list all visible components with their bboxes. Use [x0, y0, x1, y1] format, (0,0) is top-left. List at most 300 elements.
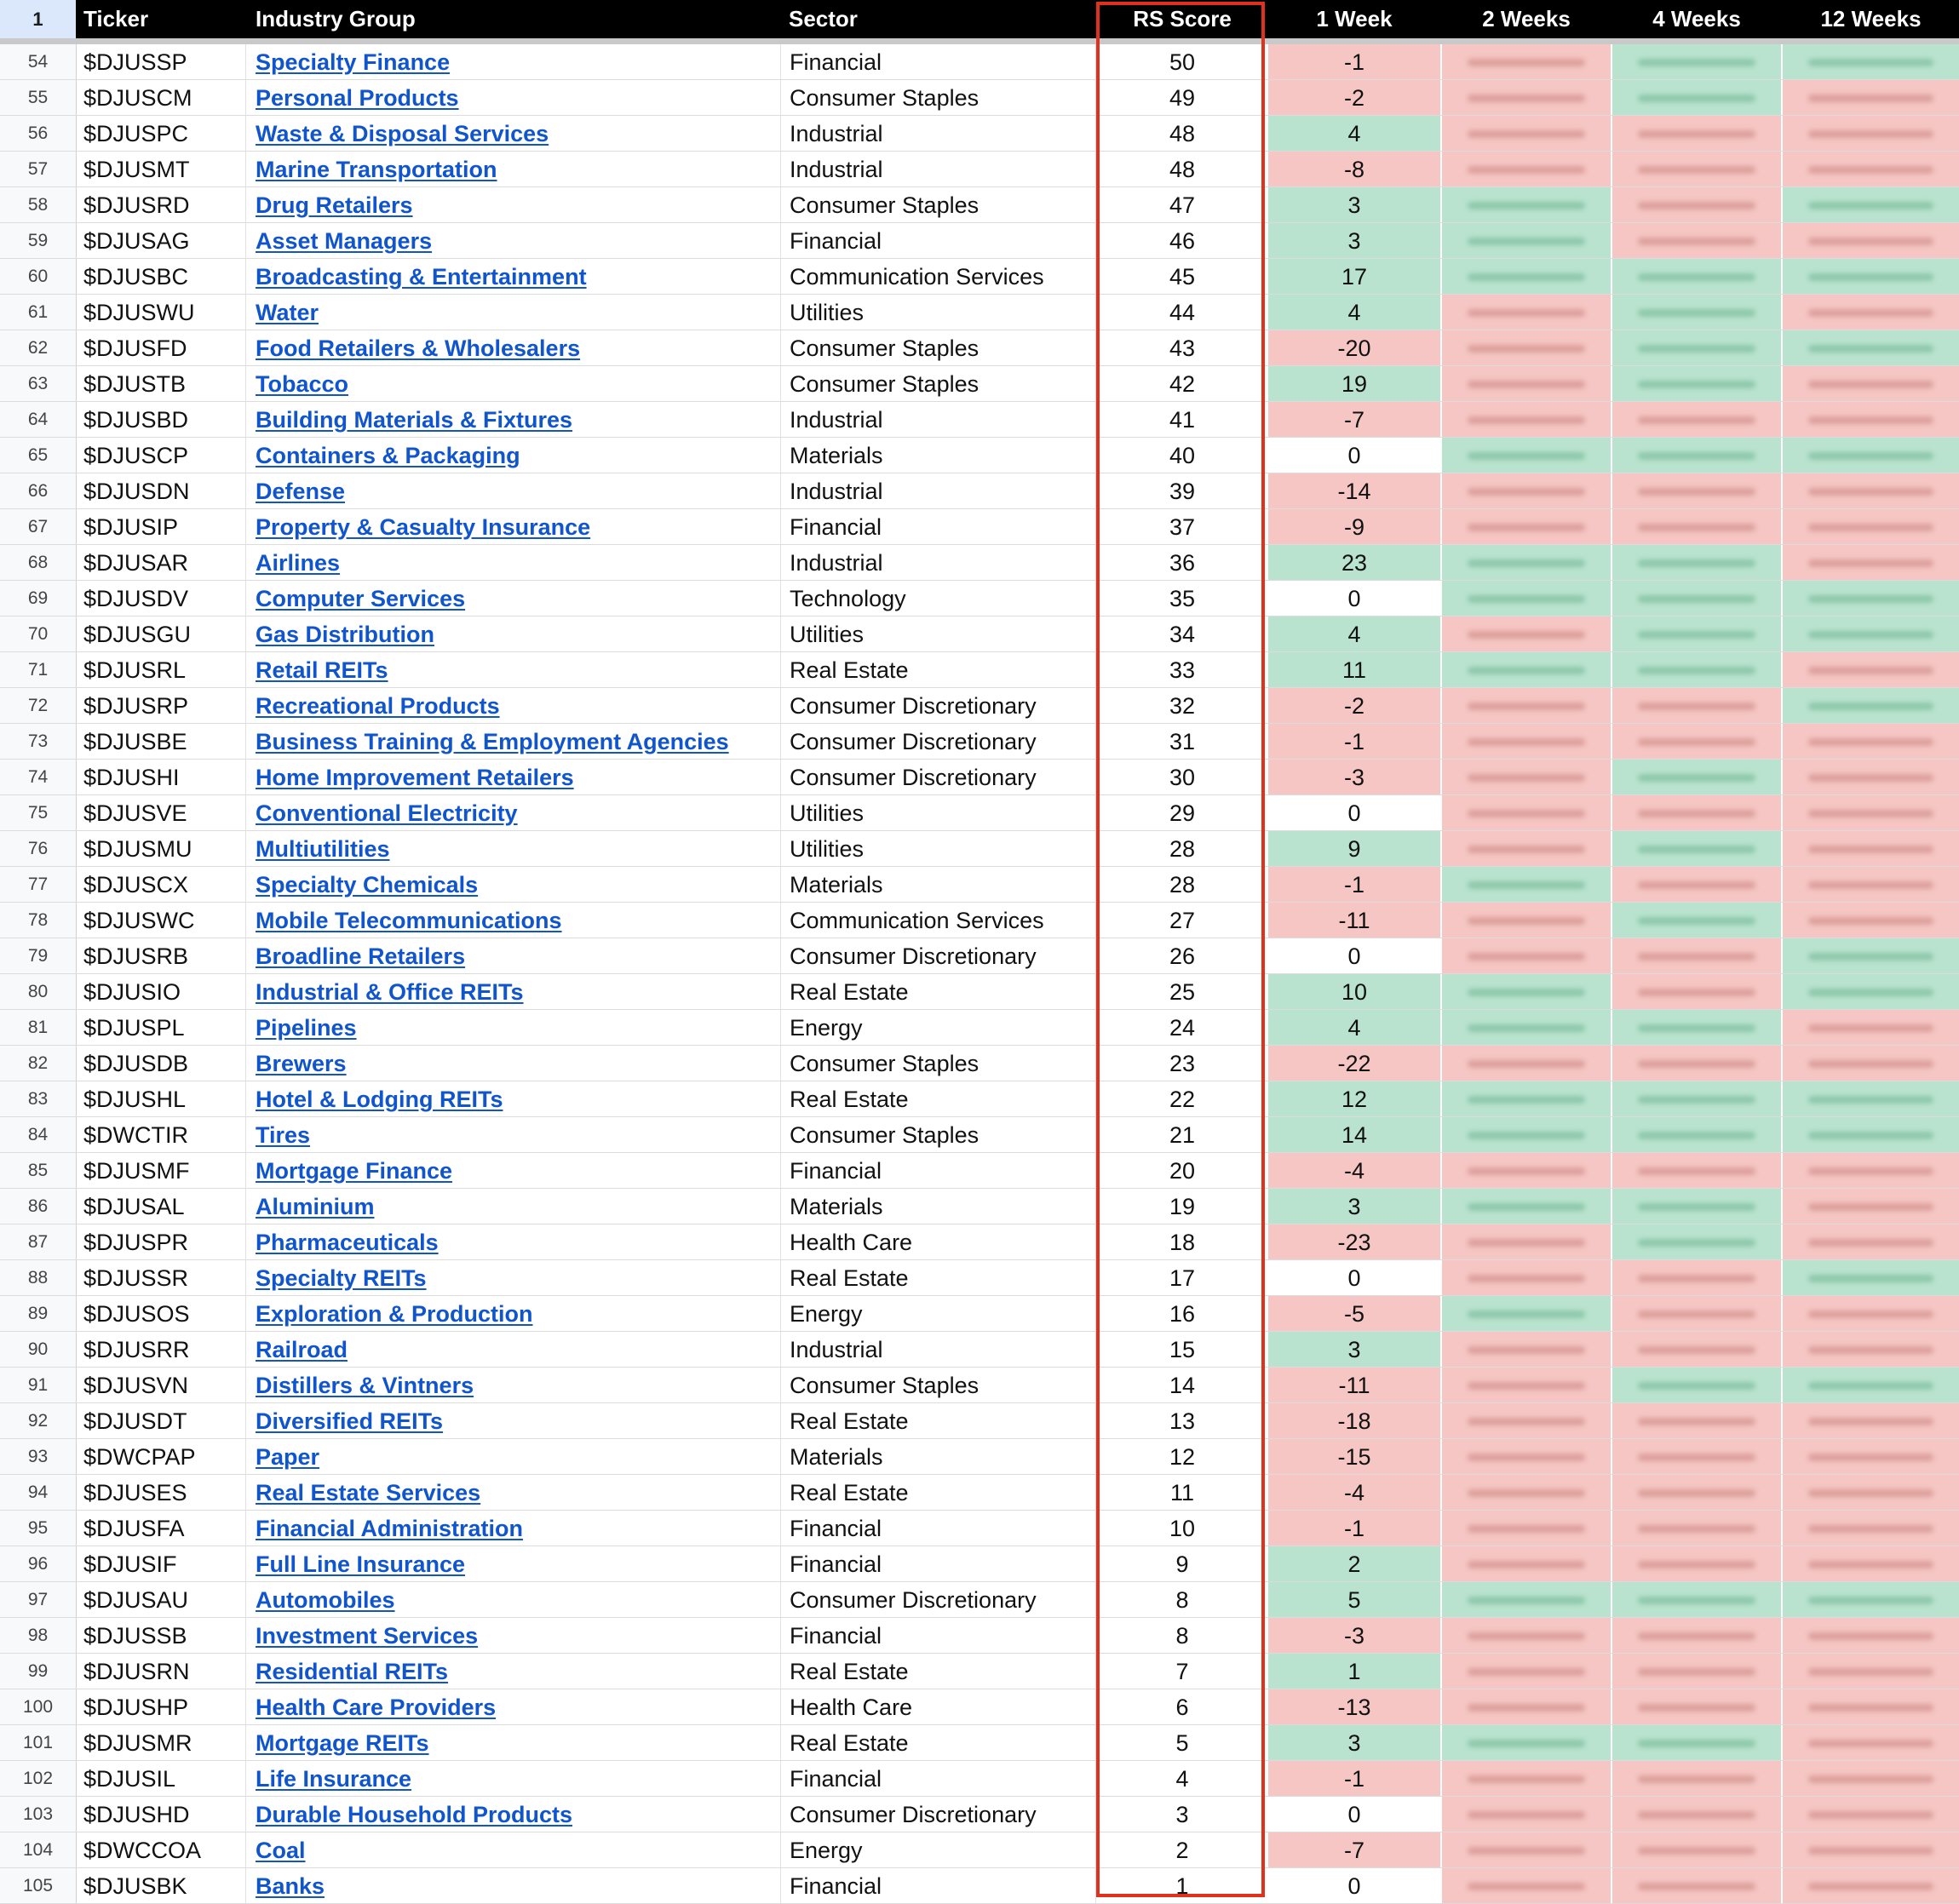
header-12-weeks[interactable]: 12 Weeks: [1820, 6, 1922, 32]
week12-change-cell-blurred[interactable]: [1783, 1260, 1959, 1295]
ticker-cell[interactable]: $DJUSFD: [78, 330, 246, 365]
industry-group-link[interactable]: Industrial & Office REITs: [256, 979, 524, 1005]
week1-change-cell[interactable]: 5: [1268, 1582, 1440, 1617]
sector-cell[interactable]: Energy: [783, 1296, 1096, 1331]
week12-change-cell-blurred[interactable]: [1783, 1832, 1959, 1867]
ticker-cell[interactable]: $DJUSWU: [78, 295, 246, 330]
rs-score-cell[interactable]: 8: [1175, 1587, 1189, 1613]
week4-change-cell-blurred[interactable]: [1612, 1368, 1781, 1402]
week1-change-cell[interactable]: 4: [1268, 116, 1440, 151]
rs-score-cell[interactable]: 29: [1169, 800, 1196, 826]
ticker-cell[interactable]: $DJUSDT: [78, 1403, 246, 1438]
week1-change-cell[interactable]: -13: [1268, 1689, 1440, 1724]
week2-change-cell-blurred[interactable]: [1442, 1618, 1611, 1653]
week12-change-cell-blurred[interactable]: [1783, 80, 1959, 115]
industry-group-cell[interactable]: [248, 1117, 781, 1152]
week1-change-cell[interactable]: 3: [1268, 1189, 1440, 1224]
industry-group-link[interactable]: Drug Retailers: [256, 192, 413, 218]
week2-change-cell-blurred[interactable]: [1442, 1868, 1611, 1903]
ticker-cell[interactable]: $DJUSDB: [78, 1046, 246, 1081]
week2-change-cell-blurred[interactable]: [1442, 617, 1611, 651]
industry-group-link[interactable]: Specialty Chemicals: [256, 872, 479, 898]
industry-group-cell[interactable]: [248, 402, 781, 437]
week1-change-cell[interactable]: 17: [1268, 259, 1440, 294]
row-number[interactable]: 103: [0, 1797, 77, 1832]
ticker-cell[interactable]: $DJUSTB: [78, 366, 246, 401]
row-number[interactable]: 54: [0, 44, 77, 79]
week4-change-cell-blurred[interactable]: [1612, 795, 1781, 830]
week12-change-cell-blurred[interactable]: [1783, 617, 1959, 651]
sector-cell[interactable]: Industrial: [783, 545, 1096, 580]
sector-cell[interactable]: Materials: [783, 438, 1096, 473]
industry-group-cell[interactable]: [248, 473, 781, 508]
week2-change-cell-blurred[interactable]: [1442, 1475, 1611, 1510]
industry-group-cell[interactable]: [248, 1403, 781, 1438]
week4-change-cell-blurred[interactable]: [1612, 1189, 1781, 1224]
row-number[interactable]: 73: [0, 724, 77, 759]
week1-change-cell[interactable]: 0: [1268, 938, 1440, 973]
row-number[interactable]: 78: [0, 903, 77, 938]
week1-change-cell[interactable]: 0: [1268, 795, 1440, 830]
ticker-cell[interactable]: $DJUSHL: [78, 1081, 246, 1116]
week12-change-cell-blurred[interactable]: [1783, 760, 1959, 794]
week12-change-cell-blurred[interactable]: [1783, 1761, 1959, 1796]
industry-group-cell[interactable]: [248, 831, 781, 866]
ticker-cell[interactable]: $DJUSBK: [78, 1868, 246, 1903]
industry-group-link[interactable]: Distillers & Vintners: [256, 1373, 474, 1398]
sector-cell[interactable]: Financial: [783, 44, 1096, 79]
week12-change-cell-blurred[interactable]: [1783, 581, 1959, 616]
industry-group-link[interactable]: Personal Products: [256, 85, 459, 111]
industry-group-cell[interactable]: [248, 795, 781, 830]
week4-change-cell-blurred[interactable]: [1612, 1403, 1781, 1438]
industry-group-link[interactable]: Coal: [256, 1838, 306, 1863]
row-number[interactable]: 63: [0, 366, 77, 401]
week2-change-cell-blurred[interactable]: [1442, 223, 1611, 258]
industry-group-cell[interactable]: [248, 867, 781, 902]
industry-group-cell[interactable]: [248, 330, 781, 365]
week12-change-cell-blurred[interactable]: [1783, 116, 1959, 151]
week2-change-cell-blurred[interactable]: [1442, 1046, 1611, 1081]
sector-cell[interactable]: Industrial: [783, 152, 1096, 186]
week12-change-cell-blurred[interactable]: [1783, 903, 1959, 938]
week4-change-cell-blurred[interactable]: [1612, 581, 1781, 616]
industry-group-link[interactable]: Airlines: [256, 550, 341, 576]
row-number[interactable]: 82: [0, 1046, 77, 1081]
week2-change-cell-blurred[interactable]: [1442, 652, 1611, 687]
ticker-cell[interactable]: $DJUSHI: [78, 760, 246, 794]
industry-group-cell[interactable]: [248, 760, 781, 794]
week1-change-cell[interactable]: -7: [1268, 402, 1440, 437]
row-number[interactable]: 74: [0, 760, 77, 794]
industry-group-link[interactable]: Diversified REITs: [256, 1408, 444, 1434]
week2-change-cell-blurred[interactable]: [1442, 1189, 1611, 1224]
rs-score-cell[interactable]: 16: [1169, 1301, 1196, 1327]
ticker-cell[interactable]: $DJUSPR: [78, 1224, 246, 1259]
week2-change-cell-blurred[interactable]: [1442, 831, 1611, 866]
industry-group-cell[interactable]: [248, 688, 781, 723]
week2-change-cell-blurred[interactable]: [1442, 581, 1611, 616]
week4-change-cell-blurred[interactable]: [1612, 760, 1781, 794]
sector-cell[interactable]: Consumer Discretionary: [783, 724, 1096, 759]
header-1-week[interactable]: 1 Week: [1316, 6, 1393, 32]
rs-score-cell[interactable]: 34: [1169, 622, 1196, 647]
industry-group-cell[interactable]: [248, 1832, 781, 1867]
week2-change-cell-blurred[interactable]: [1442, 1117, 1611, 1152]
rs-score-cell[interactable]: 45: [1169, 264, 1196, 290]
ticker-cell[interactable]: $DJUSCX: [78, 867, 246, 902]
week1-change-cell[interactable]: -23: [1268, 1224, 1440, 1259]
week4-change-cell-blurred[interactable]: [1612, 44, 1781, 79]
rs-score-cell[interactable]: 21: [1169, 1122, 1196, 1148]
week4-change-cell-blurred[interactable]: [1612, 1546, 1781, 1581]
industry-group-link[interactable]: Railroad: [256, 1337, 348, 1362]
week4-change-cell-blurred[interactable]: [1612, 1761, 1781, 1796]
week2-change-cell-blurred[interactable]: [1442, 724, 1611, 759]
ticker-cell[interactable]: $DJUSVE: [78, 795, 246, 830]
sector-cell[interactable]: Materials: [783, 867, 1096, 902]
week2-change-cell-blurred[interactable]: [1442, 1761, 1611, 1796]
row-number[interactable]: 93: [0, 1439, 77, 1474]
rs-score-cell[interactable]: 37: [1169, 514, 1196, 540]
week2-change-cell-blurred[interactable]: [1442, 1332, 1611, 1367]
rs-score-cell[interactable]: 24: [1169, 1015, 1196, 1041]
ticker-cell[interactable]: $DJUSIF: [78, 1546, 246, 1581]
week12-change-cell-blurred[interactable]: [1783, 652, 1959, 687]
rs-score-cell[interactable]: 43: [1169, 335, 1196, 361]
week4-change-cell-blurred[interactable]: [1612, 652, 1781, 687]
rs-score-cell[interactable]: 15: [1169, 1337, 1196, 1362]
week4-change-cell-blurred[interactable]: [1612, 1832, 1781, 1867]
week4-change-cell-blurred[interactable]: [1612, 1475, 1781, 1510]
industry-group-cell[interactable]: [248, 1189, 781, 1224]
row-number[interactable]: 58: [0, 187, 77, 222]
row-number[interactable]: 67: [0, 509, 77, 544]
ticker-cell[interactable]: $DJUSWC: [78, 903, 246, 938]
row-number[interactable]: 86: [0, 1189, 77, 1224]
week4-change-cell-blurred[interactable]: [1612, 187, 1781, 222]
sector-cell[interactable]: Industrial: [783, 116, 1096, 151]
sector-cell[interactable]: Financial: [783, 1546, 1096, 1581]
week4-change-cell-blurred[interactable]: [1612, 366, 1781, 401]
week4-change-cell-blurred[interactable]: [1612, 974, 1781, 1009]
week4-change-cell-blurred[interactable]: [1612, 831, 1781, 866]
ticker-cell[interactable]: $DJUSAR: [78, 545, 246, 580]
industry-group-link[interactable]: Pharmaceuticals: [256, 1230, 439, 1255]
industry-group-cell[interactable]: [248, 366, 781, 401]
rs-score-cell[interactable]: 20: [1169, 1158, 1196, 1184]
week2-change-cell-blurred[interactable]: [1442, 1689, 1611, 1724]
industry-group-cell[interactable]: [248, 187, 781, 222]
industry-group-cell[interactable]: [248, 903, 781, 938]
industry-group-link[interactable]: Food Retailers & Wholesalers: [256, 335, 581, 361]
ticker-cell[interactable]: $DJUSDN: [78, 473, 246, 508]
sector-cell[interactable]: Industrial: [783, 1332, 1096, 1367]
week12-change-cell-blurred[interactable]: [1783, 1368, 1959, 1402]
row-number[interactable]: 81: [0, 1010, 77, 1045]
industry-group-link[interactable]: Mortgage Finance: [256, 1158, 453, 1184]
week2-change-cell-blurred[interactable]: [1442, 80, 1611, 115]
industry-group-link[interactable]: Financial Administration: [256, 1516, 524, 1541]
sector-cell[interactable]: Communication Services: [783, 903, 1096, 938]
rs-score-cell[interactable]: 44: [1169, 300, 1196, 325]
sector-cell[interactable]: Consumer Discretionary: [783, 1797, 1096, 1832]
week1-change-cell[interactable]: 1: [1268, 1654, 1440, 1689]
industry-group-link[interactable]: Exploration & Production: [256, 1301, 533, 1327]
industry-group-cell[interactable]: [248, 223, 781, 258]
sector-cell[interactable]: Financial: [783, 1618, 1096, 1653]
sector-cell[interactable]: Consumer Discretionary: [783, 760, 1096, 794]
week12-change-cell-blurred[interactable]: [1783, 1046, 1959, 1081]
ticker-cell[interactable]: $DJUSAL: [78, 1189, 246, 1224]
ticker-cell[interactable]: $DJUSAG: [78, 223, 246, 258]
industry-group-link[interactable]: Building Materials & Fixtures: [256, 407, 573, 433]
ticker-cell[interactable]: $DJUSMF: [78, 1153, 246, 1188]
week4-change-cell-blurred[interactable]: [1612, 688, 1781, 723]
week1-change-cell[interactable]: -1: [1268, 1761, 1440, 1796]
week2-change-cell-blurred[interactable]: [1442, 152, 1611, 186]
ticker-cell[interactable]: $DJUSBD: [78, 402, 246, 437]
rs-score-cell[interactable]: 8: [1175, 1623, 1189, 1649]
industry-group-link[interactable]: Tires: [256, 1122, 311, 1148]
week12-change-cell-blurred[interactable]: [1783, 187, 1959, 222]
rs-score-cell[interactable]: 33: [1169, 657, 1196, 683]
week12-change-cell-blurred[interactable]: [1783, 473, 1959, 508]
row-number[interactable]: 72: [0, 688, 77, 723]
week12-change-cell-blurred[interactable]: [1783, 1797, 1959, 1832]
industry-group-link[interactable]: Tobacco: [256, 371, 349, 397]
week12-change-cell-blurred[interactable]: [1783, 1153, 1959, 1188]
week4-change-cell-blurred[interactable]: [1612, 1439, 1781, 1474]
sector-cell[interactable]: Consumer Staples: [783, 80, 1096, 115]
ticker-cell[interactable]: $DJUSAU: [78, 1582, 246, 1617]
week2-change-cell-blurred[interactable]: [1442, 795, 1611, 830]
row-number[interactable]: 97: [0, 1582, 77, 1617]
industry-group-link[interactable]: Life Insurance: [256, 1766, 412, 1792]
week4-change-cell-blurred[interactable]: [1612, 1117, 1781, 1152]
industry-group-cell[interactable]: [248, 1797, 781, 1832]
row-number[interactable]: 89: [0, 1296, 77, 1331]
week4-change-cell-blurred[interactable]: [1612, 1224, 1781, 1259]
sector-cell[interactable]: Utilities: [783, 795, 1096, 830]
ticker-cell[interactable]: $DJUSRR: [78, 1332, 246, 1367]
week2-change-cell-blurred[interactable]: [1442, 1654, 1611, 1689]
industry-group-link[interactable]: Brewers: [256, 1051, 347, 1076]
rs-score-cell[interactable]: 48: [1169, 121, 1196, 146]
rs-score-cell[interactable]: 17: [1169, 1265, 1196, 1291]
row-number[interactable]: 92: [0, 1403, 77, 1438]
rs-score-cell[interactable]: 9: [1175, 1551, 1189, 1577]
sector-cell[interactable]: Financial: [783, 509, 1096, 544]
industry-group-cell[interactable]: [248, 80, 781, 115]
week4-change-cell-blurred[interactable]: [1612, 1725, 1781, 1760]
week1-change-cell[interactable]: -4: [1268, 1153, 1440, 1188]
ticker-cell[interactable]: $DJUSRB: [78, 938, 246, 973]
sector-cell[interactable]: Financial: [783, 1868, 1096, 1903]
row-number[interactable]: 105: [0, 1868, 77, 1903]
sector-cell[interactable]: Real Estate: [783, 1654, 1096, 1689]
industry-group-cell[interactable]: [248, 438, 781, 473]
week2-change-cell-blurred[interactable]: [1442, 1546, 1611, 1581]
sector-cell[interactable]: Real Estate: [783, 1081, 1096, 1116]
week1-change-cell[interactable]: -2: [1268, 688, 1440, 723]
row-number[interactable]: 62: [0, 330, 77, 365]
week12-change-cell-blurred[interactable]: [1783, 1546, 1959, 1581]
rs-score-cell[interactable]: 28: [1169, 836, 1196, 862]
week1-change-cell[interactable]: 3: [1268, 187, 1440, 222]
ticker-cell[interactable]: $DWCTIR: [78, 1117, 246, 1152]
industry-group-link[interactable]: Durable Household Products: [256, 1802, 573, 1827]
row-number[interactable]: 69: [0, 581, 77, 616]
sector-cell[interactable]: Utilities: [783, 617, 1096, 651]
week12-change-cell-blurred[interactable]: [1783, 259, 1959, 294]
week12-change-cell-blurred[interactable]: [1783, 366, 1959, 401]
ticker-cell[interactable]: $DJUSBE: [78, 724, 246, 759]
week2-change-cell-blurred[interactable]: [1442, 1010, 1611, 1045]
ticker-cell[interactable]: $DJUSRL: [78, 652, 246, 687]
rs-score-cell[interactable]: 40: [1169, 443, 1196, 468]
rs-score-cell[interactable]: 19: [1169, 1194, 1196, 1219]
week2-change-cell-blurred[interactable]: [1442, 1832, 1611, 1867]
week12-change-cell-blurred[interactable]: [1783, 402, 1959, 437]
week1-change-cell[interactable]: -11: [1268, 903, 1440, 938]
week12-change-cell-blurred[interactable]: [1783, 867, 1959, 902]
industry-group-link[interactable]: Gas Distribution: [256, 622, 435, 647]
industry-group-link[interactable]: Retail REITs: [256, 657, 388, 683]
week4-change-cell-blurred[interactable]: [1612, 1153, 1781, 1188]
row-number[interactable]: 60: [0, 259, 77, 294]
week12-change-cell-blurred[interactable]: [1783, 1868, 1959, 1903]
industry-group-cell[interactable]: [248, 1654, 781, 1689]
ticker-cell[interactable]: $DJUSPL: [78, 1010, 246, 1045]
week12-change-cell-blurred[interactable]: [1783, 44, 1959, 79]
industry-group-cell[interactable]: [248, 1224, 781, 1259]
ticker-cell[interactable]: $DJUSOS: [78, 1296, 246, 1331]
industry-group-link[interactable]: Mobile Telecommunications: [256, 908, 562, 933]
week2-change-cell-blurred[interactable]: [1442, 44, 1611, 79]
week1-change-cell[interactable]: -5: [1268, 1296, 1440, 1331]
header-sector[interactable]: Sector: [789, 6, 858, 32]
row-number[interactable]: 90: [0, 1332, 77, 1367]
week2-change-cell-blurred[interactable]: [1442, 903, 1611, 938]
row-number[interactable]: 75: [0, 795, 77, 830]
week1-change-cell[interactable]: 0: [1268, 581, 1440, 616]
rs-score-cell[interactable]: 3: [1175, 1802, 1189, 1827]
rs-score-cell[interactable]: 50: [1169, 49, 1196, 75]
week2-change-cell-blurred[interactable]: [1442, 473, 1611, 508]
row-number[interactable]: 76: [0, 831, 77, 866]
row-number[interactable]: 100: [0, 1689, 77, 1724]
week2-change-cell-blurred[interactable]: [1442, 116, 1611, 151]
week4-change-cell-blurred[interactable]: [1612, 152, 1781, 186]
week1-change-cell[interactable]: -1: [1268, 44, 1440, 79]
week2-change-cell-blurred[interactable]: [1442, 330, 1611, 365]
week1-change-cell[interactable]: 10: [1268, 974, 1440, 1009]
week2-change-cell-blurred[interactable]: [1442, 509, 1611, 544]
row-number[interactable]: 56: [0, 116, 77, 151]
industry-group-cell[interactable]: [248, 1546, 781, 1581]
industry-group-cell[interactable]: [248, 1368, 781, 1402]
row-number[interactable]: 71: [0, 652, 77, 687]
sector-cell[interactable]: Financial: [783, 1511, 1096, 1546]
industry-group-link[interactable]: Specialty Finance: [256, 49, 451, 75]
week4-change-cell-blurred[interactable]: [1612, 402, 1781, 437]
rs-score-cell[interactable]: 1: [1175, 1873, 1189, 1899]
week1-change-cell[interactable]: -2: [1268, 80, 1440, 115]
rs-score-cell[interactable]: 7: [1175, 1659, 1189, 1684]
week12-change-cell-blurred[interactable]: [1783, 1511, 1959, 1546]
header-industry-group[interactable]: Industry Group: [256, 6, 416, 32]
row-number[interactable]: 77: [0, 867, 77, 902]
industry-group-link[interactable]: Containers & Packaging: [256, 443, 520, 468]
week4-change-cell-blurred[interactable]: [1612, 330, 1781, 365]
industry-group-cell[interactable]: [248, 1260, 781, 1295]
week1-change-cell[interactable]: 0: [1268, 1868, 1440, 1903]
sector-cell[interactable]: Consumer Staples: [783, 1117, 1096, 1152]
sector-cell[interactable]: Materials: [783, 1439, 1096, 1474]
industry-group-link[interactable]: Banks: [256, 1873, 325, 1899]
sector-cell[interactable]: Health Care: [783, 1224, 1096, 1259]
sector-cell[interactable]: Real Estate: [783, 1475, 1096, 1510]
row-number[interactable]: 91: [0, 1368, 77, 1402]
industry-group-link[interactable]: Business Training & Employment Agencies: [256, 729, 729, 754]
industry-group-cell[interactable]: [248, 617, 781, 651]
industry-group-cell[interactable]: [248, 974, 781, 1009]
week12-change-cell-blurred[interactable]: [1783, 1439, 1959, 1474]
row-number[interactable]: 55: [0, 80, 77, 115]
industry-group-link[interactable]: Marine Transportation: [256, 157, 497, 182]
week4-change-cell-blurred[interactable]: [1612, 473, 1781, 508]
rs-score-cell[interactable]: 18: [1169, 1230, 1196, 1255]
week12-change-cell-blurred[interactable]: [1783, 974, 1959, 1009]
rs-score-cell[interactable]: 39: [1169, 479, 1196, 504]
industry-group-cell[interactable]: [248, 545, 781, 580]
industry-group-cell[interactable]: [248, 259, 781, 294]
week1-change-cell[interactable]: 19: [1268, 366, 1440, 401]
sector-cell[interactable]: Financial: [783, 1153, 1096, 1188]
week1-change-cell[interactable]: -9: [1268, 509, 1440, 544]
rs-score-cell[interactable]: 41: [1169, 407, 1196, 433]
row-number[interactable]: 80: [0, 974, 77, 1009]
week1-change-cell[interactable]: 14: [1268, 1117, 1440, 1152]
week2-change-cell-blurred[interactable]: [1442, 974, 1611, 1009]
ticker-cell[interactable]: $DJUSMR: [78, 1725, 246, 1760]
week12-change-cell-blurred[interactable]: [1783, 1654, 1959, 1689]
rs-score-cell[interactable]: 36: [1169, 550, 1196, 576]
rs-score-cell[interactable]: 26: [1169, 943, 1196, 969]
week2-change-cell-blurred[interactable]: [1442, 187, 1611, 222]
week2-change-cell-blurred[interactable]: [1442, 438, 1611, 473]
week12-change-cell-blurred[interactable]: [1783, 223, 1959, 258]
row-number[interactable]: 95: [0, 1511, 77, 1546]
row-number[interactable]: 85: [0, 1153, 77, 1188]
ticker-cell[interactable]: $DJUSCM: [78, 80, 246, 115]
week4-change-cell-blurred[interactable]: [1612, 903, 1781, 938]
week12-change-cell-blurred[interactable]: [1783, 1296, 1959, 1331]
industry-group-link[interactable]: Recreational Products: [256, 693, 500, 719]
week1-change-cell[interactable]: -4: [1268, 1475, 1440, 1510]
industry-group-link[interactable]: Waste & Disposal Services: [256, 121, 549, 146]
sector-cell[interactable]: Technology: [783, 581, 1096, 616]
sector-cell[interactable]: Financial: [783, 1761, 1096, 1796]
row-number[interactable]: 57: [0, 152, 77, 186]
week1-change-cell[interactable]: 23: [1268, 545, 1440, 580]
industry-group-cell[interactable]: [248, 295, 781, 330]
ticker-cell[interactable]: $DJUSBC: [78, 259, 246, 294]
week4-change-cell-blurred[interactable]: [1612, 867, 1781, 902]
week2-change-cell-blurred[interactable]: [1442, 259, 1611, 294]
week12-change-cell-blurred[interactable]: [1783, 1189, 1959, 1224]
